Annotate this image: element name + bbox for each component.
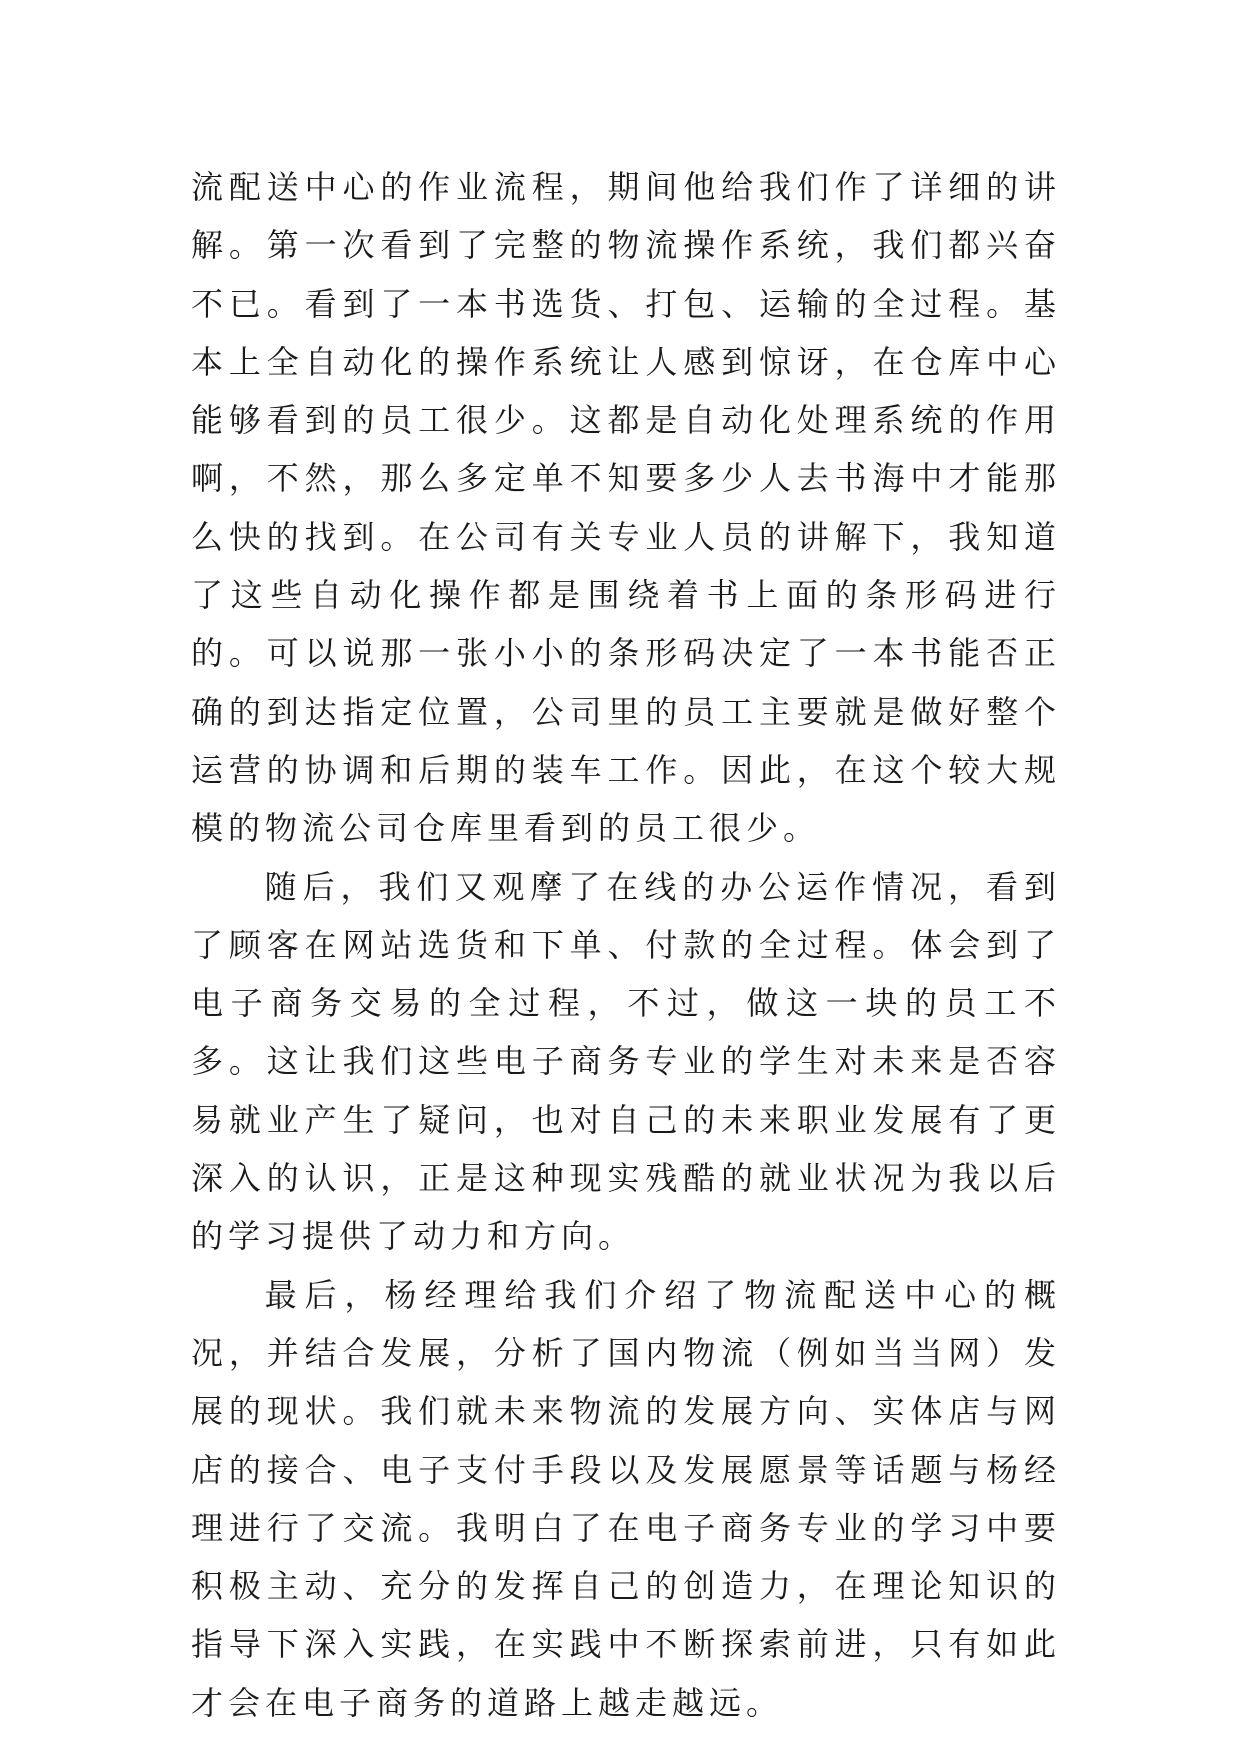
paragraph-1: 流配送中心的作业流程，期间他给我们作了详细的讲解。第一次看到了完整的物流操作系统，我们都兴奋不已。看到了一本书选货、打包、运输的全过程。基本上全自动化的操作系统让人感到惊讶，在仓库中心能够看到的员工很少。这都是自动化处理系统的作用啊，不然，那么多定单不知要多少人去书海中才能那么快的找到。在公司有关专业人员的讲解下，我知道了这些自动化操作都是围绕着书上面的条形码进行的。可以说那一张小小的条形码决定了一本书能否正确的到达指定位置，公司里的员工主要就是做好整个运营的协调和后期的装车工作。因此，在这个较大规模的物流公司仓库里看到的员工很少。 xyxy=(191,168,1061,848)
paragraph-2: 随后，我们又观摩了在线的办公运作情况，看到了顾客在网站选货和下单、付款的全过程。体会到了电子商务交易的全过程，不过，做这一块的员工不多。这让我们这些电子商务专业的学生对未来是否容易就业产生了疑问，也对自己的未来职业发展有了更深入的认识，正是这种现实残酷的就业状况为我以后的学习提供了动力和方向。 xyxy=(191,867,1061,1256)
paragraph-3: 最后，杨经理给我们介绍了物流配送中心的概况，并结合发展，分析了国内物流（例如当当网）发展的现状。我们就未来物流的发展方向、实体店与网店的接合、电子支付手段以及发展愿景等话题与杨经理进行了交流。我明白了在电子商务专业的学习中要积极主动、充分的发挥自己的创造力，在理论知识的指导下深入实践，在实践中不断探索前进，只有如此才会在电子商务的道路上越走越远。 xyxy=(191,1275,1061,1722)
body-text xyxy=(191,158,1061,1732)
